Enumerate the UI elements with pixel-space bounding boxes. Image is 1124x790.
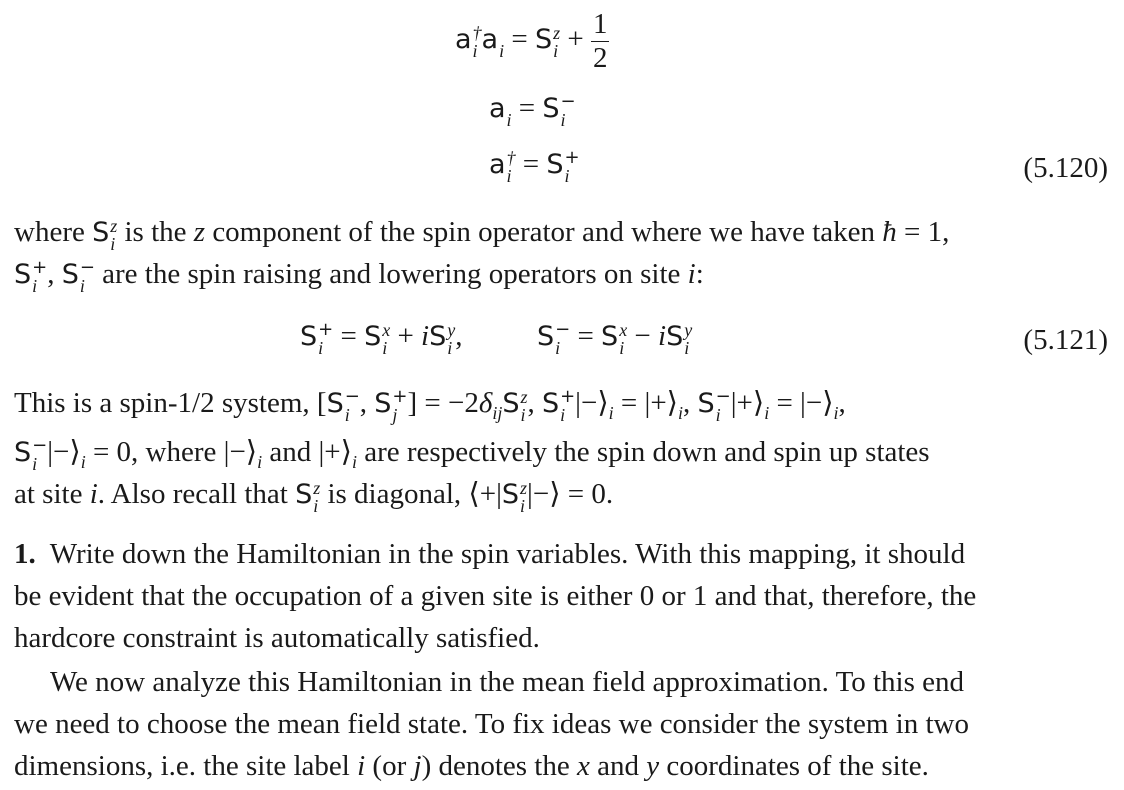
paragraph-1-line-1: where S z i is the z component of the spin operator and where we have taken ħ = 1,: [14, 215, 950, 254]
fraction-one-half: $\frac{1}{2}$: [592, 8, 608, 74]
equation-number-5-120: (5.120): [1023, 152, 1108, 184]
equation-number-5-121: (5.121): [1023, 324, 1108, 356]
item-1-line-1: 1. Write down the Hamiltonian in the spin variables. With this mapping, it should: [14, 538, 966, 570]
paragraph-3-line-3: dimensions, i.e. the site label i (or j) denotes the x and y coordinates of the site.: [14, 750, 929, 782]
equation-5-120: [0, 6, 1124, 201]
equation-line-1: a † i a i = S z i + $\frac{1}{2}$: [455, 8, 608, 74]
equation-5-121: [0, 318, 1124, 368]
equation-spin-raising-lowering: S + i = S x i + iS y i , S − i = S x i − iS y i: [300, 318, 693, 358]
item-1-line-2: be evident that the occupation of a given site is either 0 or 1 and that, therefore, the: [14, 580, 977, 612]
equation-line-3: a † i = S + i: [489, 146, 580, 186]
item-number: 1.: [14, 538, 36, 570]
paragraph-1-line-2: S + i , S − i are the spin raising and lowering operators on site i:: [14, 256, 704, 296]
equation-line-2: a i = S − i: [489, 90, 576, 130]
paragraph-3-line-1: We now analyze this Hamiltonian in the mean field approximation. To this end: [50, 666, 965, 698]
paragraph-2-line-3: at site i. Also recall that S z i is diagonal, ⟨+|S z i |−⟩ = 0.: [14, 477, 614, 516]
paragraph-2-line-2: S − i $|-⟩_i = 0$, where $|-⟩_i$ and $|+⟩_i$ are respectively the spin down and spin up states: [14, 434, 930, 474]
item-1-line-3: hardcore constraint is automatically satisfied.: [14, 622, 540, 654]
paragraph-2-line-1: This is a spin-1/2 system, [S − i , S + j ] = $-2\delta_{ij}S$ z i , S + i $|-⟩_i$ = $|+⟩_i$, S − i $|+⟩_i$ = $|-⟩_i$,: [14, 385, 846, 425]
paragraph-3-line-2: we need to choose the mean field state. To fix ideas we consider the system in two: [14, 708, 969, 740]
